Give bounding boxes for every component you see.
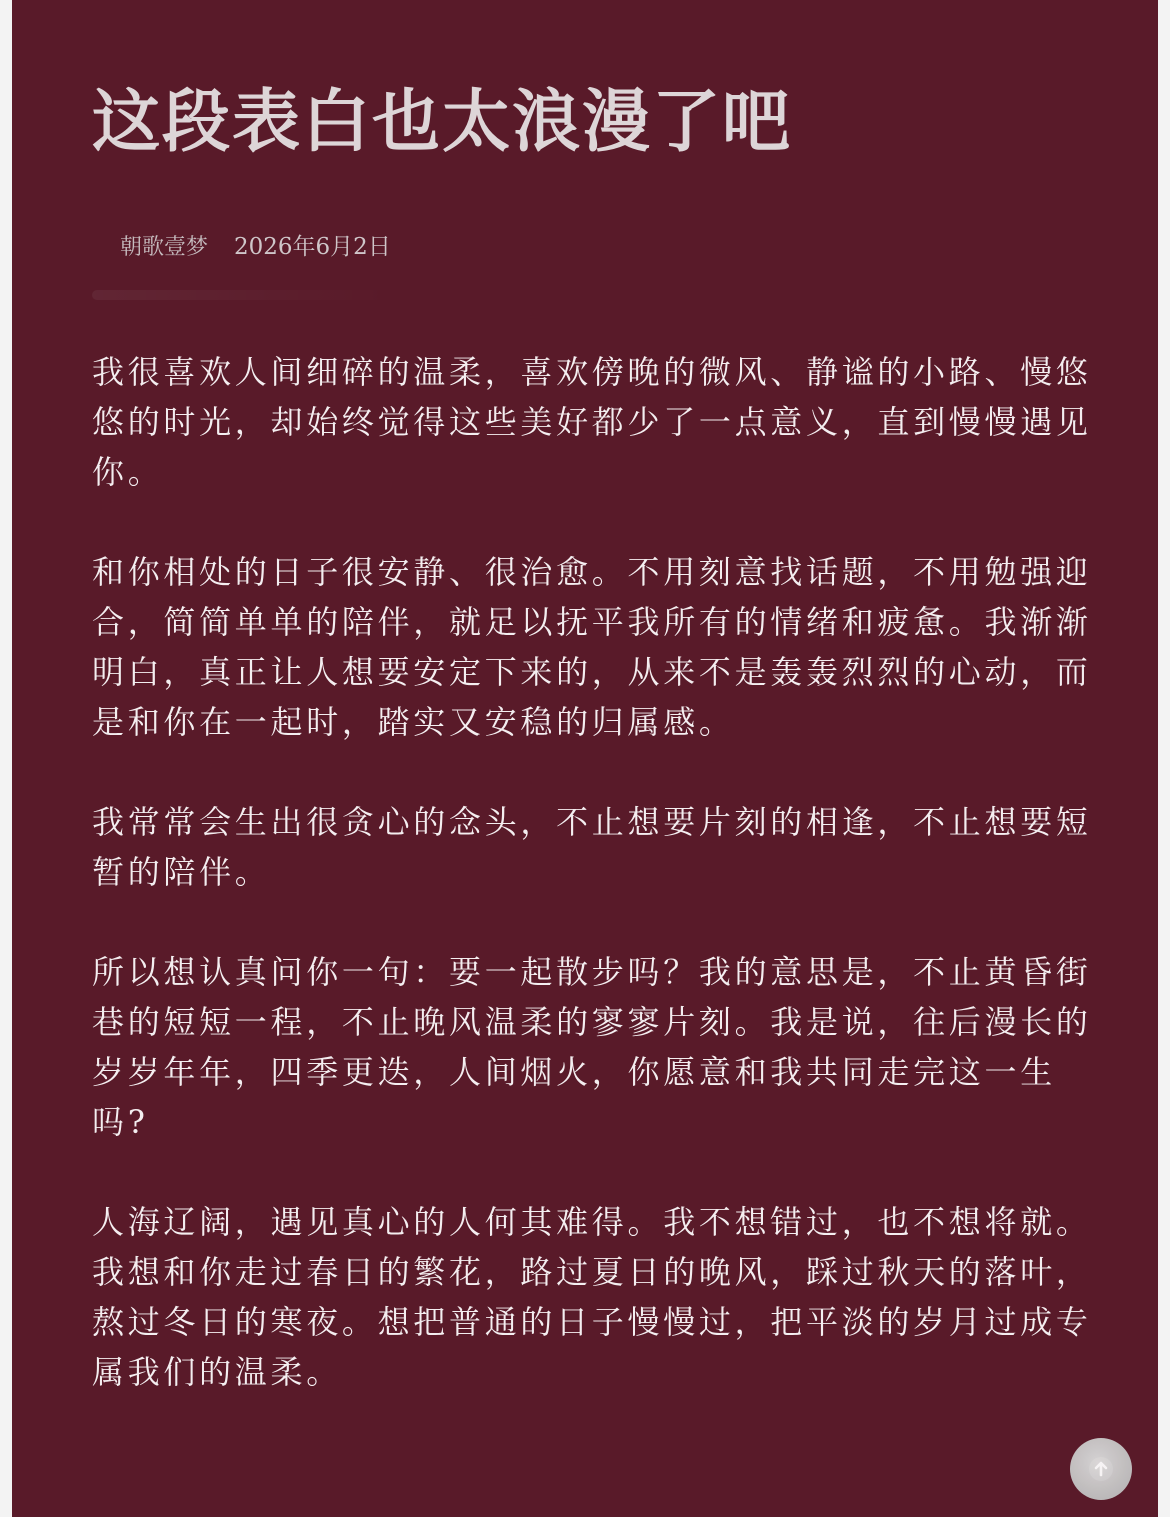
paragraph-2: 和你相处的日子很安静、很治愈。不用刻意找话题，不用勉强迎合，简简单单的陪伴，就足以抚平我所有的情绪和疲惫。我渐渐明白，真正让人想要安定下来的，从来不是轰轰烈烈的心动，而是和你在一起时，踏实又安稳的归属感。 [92, 553, 1092, 741]
article-card [12, 0, 1158, 1517]
article-meta [120, 228, 391, 261]
scroll-top-button[interactable] [1070, 1438, 1132, 1500]
paragraph-3: 我常常会生出很贪心的念头，不止想要片刻的相逢，不止想要短暂的陪伴。 [92, 803, 1092, 891]
arrow-up-icon [1086, 1454, 1116, 1484]
article-body [92, 347, 1092, 1447]
paragraph-5: 人海辽阔，遇见真心的人何其难得。我不想错过，也不想将就。我想和你走过春日的繁花，路过夏日的晚风，踩过秋天的落叶，熬过冬日的寒夜。想把普通的日子慢慢过，把平淡的岁月过成专属我们的温柔。 [92, 1203, 1092, 1391]
article-title: 这段表白也太浪漫了吧 [92, 82, 793, 162]
paragraph-4: 所以想认真问你一句：要一起散步吗？我的意思是，不止黄昏街巷的短短一程，不止晚风温柔的寥寥片刻。我是说，往后漫长的岁岁年年，四季更迭，人间烟火，你愿意和我共同走完这一生吗? [92, 953, 1092, 1141]
author-name[interactable]: 朝歌壹梦 [120, 235, 209, 260]
meta-divider [92, 290, 392, 300]
publish-date: 2026年6月2日 [234, 234, 391, 260]
paragraph-1: 我很喜欢人间细碎的温柔，喜欢傍晚的微风、静谧的小路、慢悠悠的时光，却始终觉得这些美好都少了一点意义，直到慢慢遇见你。 [92, 353, 1092, 491]
